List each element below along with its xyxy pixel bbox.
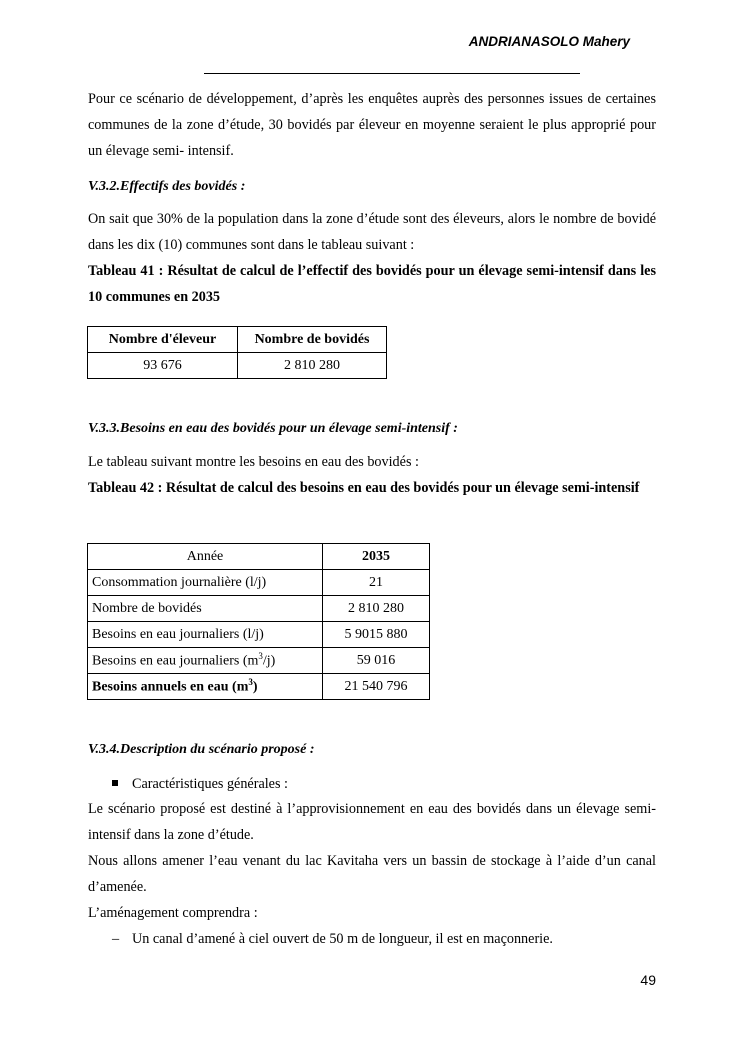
cell-text: Besoins annuels en eau (m [92,679,249,695]
cell-text: Besoins en eau journaliers (m [92,653,259,669]
section-v34-para2: Nous allons amener l’eau venant du lac Kavitaha vers un bassin de stockage à l’aide d’un canal d’amenée. [88,853,656,895]
dash-marker: – [112,931,120,947]
cell-superscript: 3 [258,651,263,662]
table-42 [87,543,430,700]
intro-paragraph: Pour ce scénario de développement, d’après les enquêtes auprès des personnes issues de certaines communes de la zone d’étude, 30 bovidés par éleveur en moyenne seraient le plus approprié pour un élevage semi- intensif. [88,91,656,159]
section-v33-text: Le tableau suivant montre les besoins en eau des bovidés : [88,454,419,470]
table-header-cell: Nombre de bovidés [238,327,387,353]
section-heading-v33: V.3.3.Besoins en eau des bovidés pour un élevage semi-intensif : [88,421,458,436]
table-row [88,648,430,674]
table-header-cell: Année [88,544,323,570]
dash-item-text: Un canal d’amené à ciel ouvert de 50 m de longueur, il est en maçonnerie. [132,931,553,947]
section-v34-para1: Le scénario proposé est destiné à l’approvisionnement en eau des bovidés dans un élevage semi-intensif dans la zone d’étude. [88,801,656,843]
table41-caption: Tableau 41 : Résultat de calcul de l’effectif des bovidés pour un élevage semi-intensif dans les 10 communes en 2035 [88,263,656,305]
table-header-row [88,327,387,353]
table-header-cell: Nombre d'éleveur [88,327,238,353]
table-row [88,596,430,622]
table-cell: 2 810 280 [238,353,387,379]
cell-text: /j) [262,653,276,669]
cell-superscript: 3 [248,677,253,688]
section-v34-para3: L’aménagement comprendra : [88,905,258,921]
section-heading-v32: V.3.2.Effectifs des bovidés : [88,179,246,194]
table-row [88,353,387,379]
table-cell: 5 9015 880 [323,622,430,648]
table-cell [88,648,323,674]
table-header-cell: 2035 [323,544,430,570]
table-header-row [88,544,430,570]
table-cell: 59 016 [323,648,430,674]
table-cell: 21 [323,570,430,596]
table-cell: Besoins en eau journaliers (l/j) [88,622,323,648]
bullet-item [112,775,288,793]
table-cell [88,674,323,700]
table42-caption: Tableau 42 : Résultat de calcul des besoins en eau des bovidés pour un élevage semi-intensif [88,480,640,496]
bullet-text: Caractéristiques générales : [132,776,288,792]
table-cell: 2 810 280 [323,596,430,622]
page-number: 49 [640,972,656,988]
table-cell: Consommation journalière (l/j) [88,570,323,596]
table-row [88,674,430,700]
square-bullet-icon [112,780,118,786]
table-cell: 21 540 796 [323,674,430,700]
section-v32-text: On sait que 30% de la population dans la zone d’étude sont des éleveurs, alors le nombre de bovidé dans les dix (10) communes sont dans le tableau suivant : [88,211,656,253]
cell-text: ) [252,679,258,695]
dash-item [112,926,553,952]
header-rule [204,73,580,74]
table-cell: Nombre de bovidés [88,596,323,622]
table-41 [87,326,387,379]
header-author: ANDRIANASOLO Mahery [468,34,630,49]
table-row [88,570,430,596]
table-row [88,622,430,648]
table-cell: 93 676 [88,353,238,379]
section-heading-v34: V.3.4.Description du scénario proposé : [88,742,315,757]
